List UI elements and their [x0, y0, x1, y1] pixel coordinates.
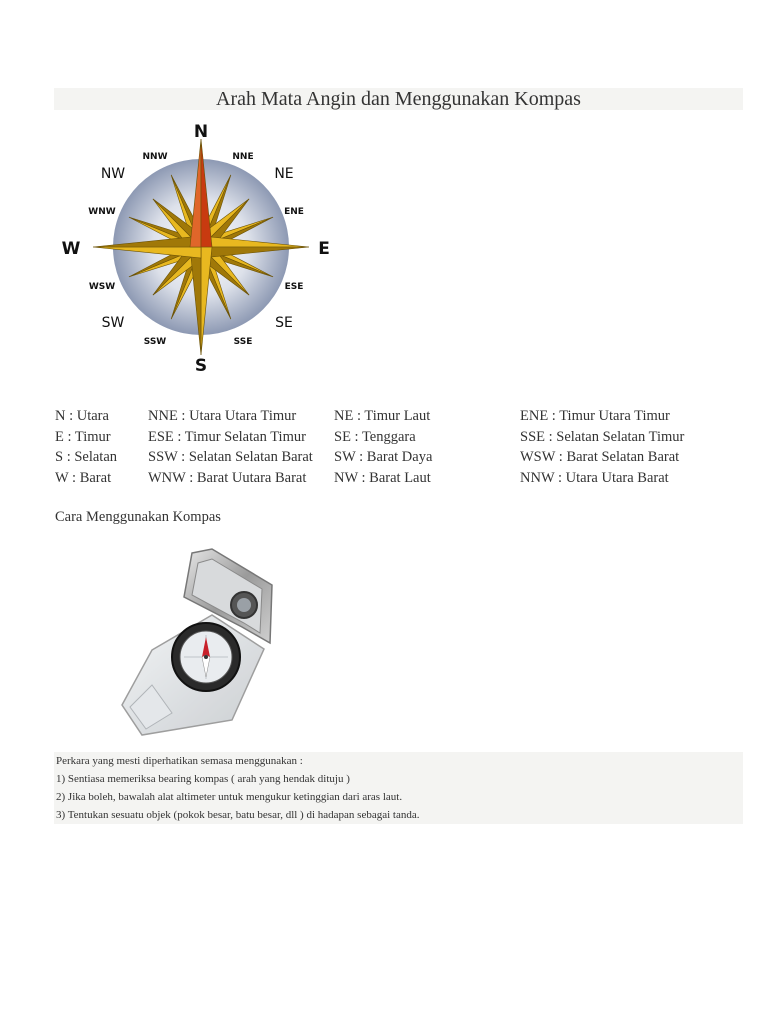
label-ssw: SSW — [143, 337, 167, 347]
legend-cell: ESE : Timur Selatan Timur — [148, 428, 306, 445]
label-nnw: NNW — [142, 152, 168, 162]
label-wnw: WNW — [88, 207, 116, 217]
legend-cell: ENE : Timur Utara Timur — [520, 408, 670, 424]
legend-cell: SW : Barat Daya — [334, 449, 433, 465]
compass-image — [112, 545, 292, 740]
notes-box — [54, 752, 743, 824]
legend-cell: SSE : Selatan Selatan Timur — [520, 428, 685, 445]
legend-cell: W : Barat — [55, 469, 112, 486]
notes-line: Perkara yang mesti diperhatikan semasa menggunakan : — [56, 755, 303, 767]
label-ese: ESE — [284, 282, 304, 292]
legend-cell: SE : Tenggara — [334, 428, 416, 445]
label-nne: NNE — [232, 152, 254, 162]
legend-cell: NE : Timur Laut — [334, 408, 431, 424]
legend-row — [55, 427, 755, 448]
legend-row — [55, 406, 755, 427]
legend-cell: S : Selatan — [55, 449, 118, 465]
label-e: E — [318, 239, 330, 259]
direction-legend — [55, 406, 755, 488]
page-title: Arah Mata Angin dan Menggunakan Kompas — [54, 88, 743, 110]
legend-cell: WNW : Barat Uutara Barat — [148, 469, 307, 486]
notes-line: 3) Tentukan sesuatu objek (pokok besar, batu besar, dll ) di hadapan sebagai tanda. — [56, 809, 420, 821]
label-s: S — [194, 356, 208, 376]
label-w: W — [61, 239, 81, 259]
legend-row — [55, 468, 755, 489]
legend-cell: SSW : Selatan Selatan Barat — [148, 449, 313, 465]
legend-cell: NNW : Utara Utara Barat — [520, 469, 669, 486]
label-ne: NE — [274, 166, 294, 182]
label-n: N — [193, 122, 209, 142]
legend-cell: NW : Barat Laut — [334, 469, 431, 486]
label-wsw: WSW — [88, 282, 116, 292]
legend-cell: E : Timur — [55, 428, 111, 445]
compass-rose — [58, 120, 343, 378]
section-heading: Cara Menggunakan Kompas — [55, 509, 221, 525]
legend-cell: N : Utara — [55, 408, 109, 424]
legend-cell: NNE : Utara Utara Timur — [148, 408, 297, 424]
label-ene: ENE — [284, 207, 304, 217]
legend-cell: WSW : Barat Selatan Barat — [520, 449, 680, 465]
label-nw: NW — [100, 166, 126, 182]
notes-line: 2) Jika boleh, bawalah alat altimeter untuk mengukur ketinggian dari aras laut. — [56, 791, 403, 803]
label-se: SE — [275, 315, 293, 331]
notes-line: 1) Sentiasa memeriksa bearing kompas ( arah yang hendak dituju ) — [56, 773, 350, 785]
label-sse: SSE — [233, 337, 253, 347]
label-sw: SW — [101, 315, 125, 331]
legend-row — [55, 447, 755, 468]
